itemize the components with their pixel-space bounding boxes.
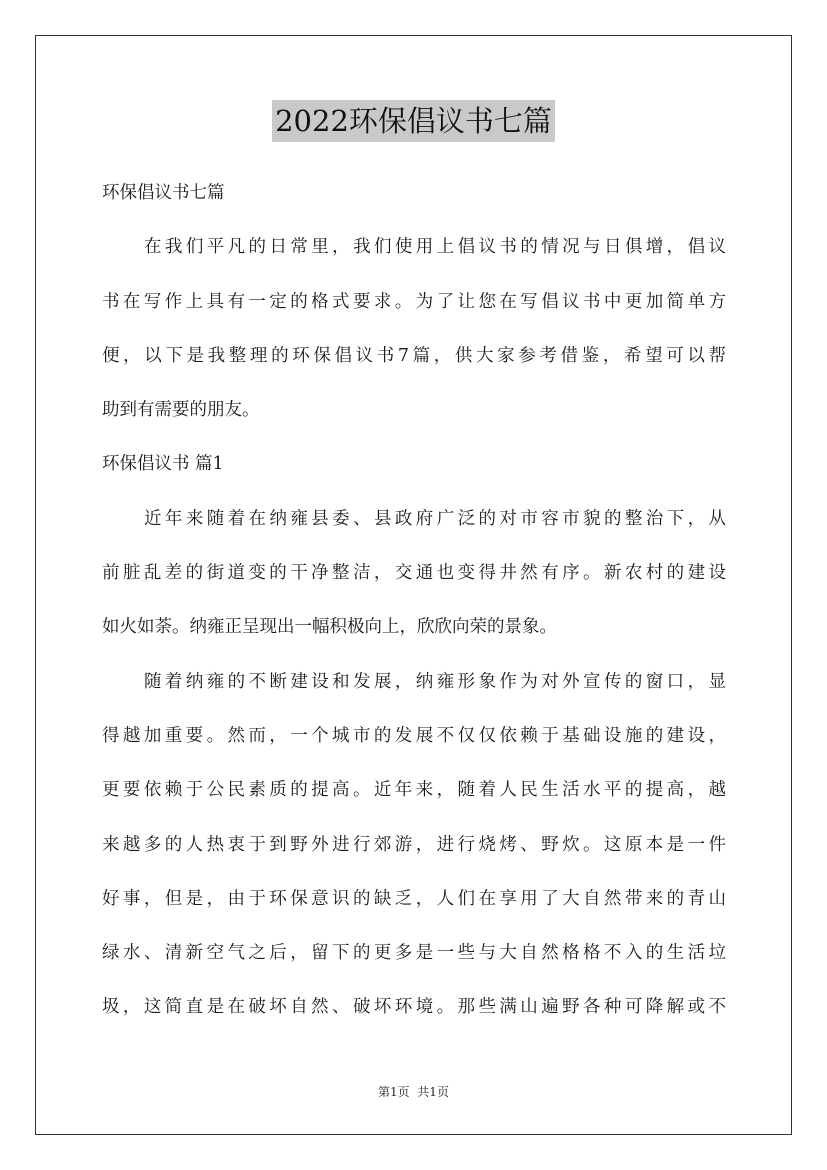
document-title: 2022环保倡议书七篇 xyxy=(272,100,555,142)
text-line: 来越多的人热衷于到野外进行郊游，进行烧烤、野炊。这原本是一件 xyxy=(102,834,726,855)
text-line: 更要依赖于公民素质的提高。近年来，随着人民生活水平的提高，越 xyxy=(102,780,726,801)
text-line: 环保倡议书 篇1 xyxy=(102,454,224,475)
title-container xyxy=(0,100,827,142)
text-line: 在我们平凡的日常里，我们使用上倡议书的情况与日俱增，倡议 xyxy=(144,237,726,258)
text-line: 环保倡议书七篇 xyxy=(102,183,225,203)
text-line: 好事，但是，由于环保意识的缺乏，人们在享用了大自然带来的青山 xyxy=(102,888,726,909)
text-line: 如火如荼。纳雍正呈现出一幅积极向上，欣欣向荣的景象。 xyxy=(102,617,557,638)
text-line: 得越加重要。然而，一个城市的发展不仅仅依赖于基础设施的建设， xyxy=(102,725,726,746)
text-line: 圾，这简直是在破坏自然、破坏环境。那些满山遍野各种可降解或不 xyxy=(102,997,726,1018)
text-line: 书在写作上具有一定的格式要求。为了让您在写倡议书中更加简单方 xyxy=(102,291,726,312)
document-body xyxy=(102,166,726,1035)
page-number: 第1页 共1页 xyxy=(378,1085,449,1099)
text-line: 助到有需要的朋友。 xyxy=(102,400,260,421)
text-line: 随着纳雍的不断建设和发展，纳雍形象作为对外宣传的窗口，显 xyxy=(144,671,726,692)
page-footer xyxy=(0,1084,827,1100)
text-line: 前脏乱差的街道变的干净整洁，交通也变得井然有序。新农村的建设 xyxy=(102,563,726,584)
text-line: 近年来随着在纳雍县委、县政府广泛的对市容市貌的整治下，从 xyxy=(144,508,726,529)
text-line: 绿水、清新空气之后，留下的更多是一些与大自然格格不入的生活垃 xyxy=(102,943,726,964)
text-line: 便，以下是我整理的环保倡议书7篇，供大家参考借鉴，希望可以帮 xyxy=(102,345,726,366)
